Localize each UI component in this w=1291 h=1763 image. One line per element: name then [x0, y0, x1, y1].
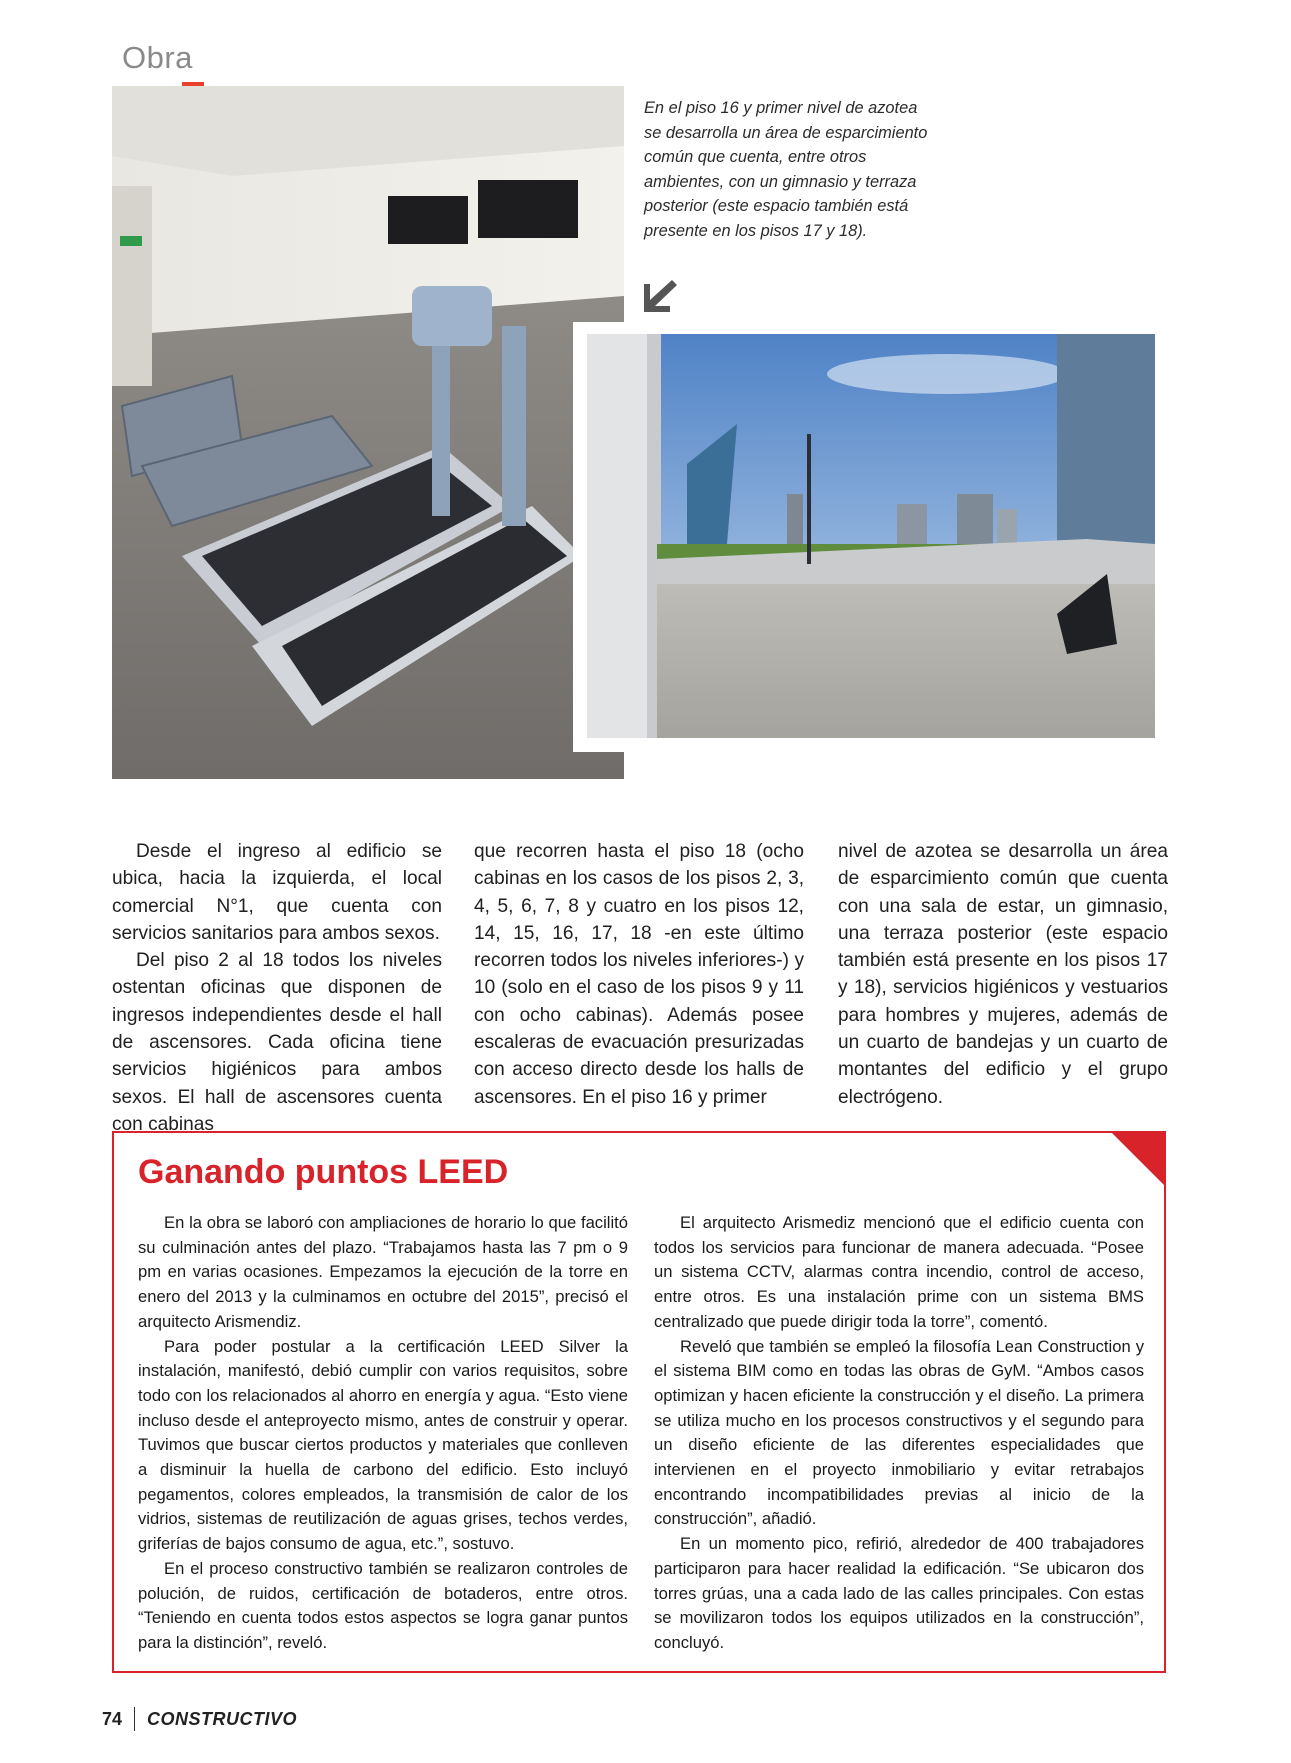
box-paragraph: En la obra se laboró con ampliaciones de horario lo que facilitó su culminación antes del plazo. “Trabajamos hasta las 7 pm o 9 pm en varias ocasiones. Empezamos la ejecución de la torre en enero del 2013 y la culminamos en octubre del 2015”, precisó el arquitecto Arismendiz.	[138, 1213, 628, 1331]
box-paragraph: Para poder postular a la certificación LEED Silver la instalación, manifestó, debió cumplir con varios requisitos, sobre todo con los relacionados al ahorro en energía y agua. “Esto viene incluso desde el anteproyecto mismo, antes de construir y operar. Tuvimos que buscar ciertos productos y materiales que conlleven a disminuir la huella de carbono del edificio. Esto incluyó pegamentos, colores empleados, la transmisión de calor de los vidrios, sistemas de reutilización de aguas grises, techos verdes, griferías de bajos consumo de agua, etc.”, sostuvo.	[138, 1336, 628, 1554]
magazine-logo: CONSTRUCTIVO	[147, 1708, 298, 1729]
box-title: Ganando puntos LEED	[138, 1153, 509, 1191]
gym-photo	[112, 86, 624, 779]
body-paragraph: Del piso 2 al 18 todos los niveles ostentan oficinas que disponen de ingresos independientes desde el hall de ascensores. Cada oficina tiene servicios higiénicos para ambos sexos. El hall de ascensores cuenta con cabinas	[112, 950, 442, 1135]
body-paragraph: Desde el ingreso al edificio se ubica, hacia la izquierda, el local comercial N°1, que cuenta con servicios sanitarios para ambos sexos.	[112, 841, 442, 944]
box-paragraph: En el proceso constructivo también se realizaron controles de polución, de ruidos, certificación de botaderos, entre otros. “Teniendo en cuenta todos estos aspectos se logra ganar puntos para la distinción”, reveló.	[138, 1558, 628, 1652]
arrow-down-left-icon	[642, 278, 682, 314]
sidebar-box	[112, 1131, 1166, 1673]
box-paragraph: Reveló que también se empleó la filosofía Lean Construction y el sistema BIM como en todas las obras de GyM. “Ambos casos optimizan y hacen eficiente la construcción y el diseño. La primera se utiliza mucho en los procesos constructivos y el segundo para un diseño eficiente de las diferentes especialidades que intervienen en el proyecto inmobiliario y evitar retrabajos encontrando incompatibilidades previas al inicio de la construcción”, añadió.	[654, 1336, 1144, 1529]
box-paragraph: El arquitecto Arismediz mencionó que el edificio cuenta con todos los servicios para funcionar de manera adecuada. “Posee un sistema CCTV, alarmas contra incendio, control de acceso, entre otros. Es una instalación prime con un sistema BMS centralizado que puede dirigir toda la torre”, comentó.	[654, 1213, 1144, 1331]
page-footer	[102, 1706, 297, 1732]
footer-divider	[134, 1707, 135, 1731]
box-column-left	[138, 1211, 628, 1656]
body-column-3	[838, 838, 1168, 1111]
body-column-1	[112, 838, 442, 1138]
photo-caption: En el piso 16 y primer nivel de azotea se desarrolla un área de esparcimiento común que cuenta, entre otros ambientes, con un gimnasio y terraza posterior (este espacio también está presente en los pisos 17 y 18).	[644, 99, 928, 240]
box-column-right	[654, 1211, 1144, 1656]
page-number: 74	[102, 1708, 123, 1729]
body-paragraph: nivel de azotea se desarrolla un área de esparcimiento común que cuenta con una sala de estar, un gimnasio, una terraza posterior (este espacio también está presente en los pisos 17 y 18), servicios higiénicos y vestuarios para hombres y mujeres, además de un cuarto de bandejas y un cuarto de montantes del edificio y el grupo electrógeno.	[838, 841, 1168, 1108]
section-label: Obra	[122, 40, 193, 75]
body-paragraph: que recorren hasta el piso 18 (ocho cabinas en los casos de los pisos 2, 3, 4, 5, 6, 7, 8 y cuatro en los pisos 12, 14, 15, 16, 17, 18 -en este último recorren todos los niveles inferiores-) y 10 (solo en el caso de los pisos 9 y 11 con ocho cabinas). Además posee escaleras de evacuación presurizadas con acceso directo desde los halls de ascensores. En el piso 16 y primer	[474, 841, 804, 1108]
corner-flag-icon	[1110, 1131, 1166, 1187]
body-column-2	[474, 838, 804, 1111]
box-paragraph: En un momento pico, refirió, alrededor de 400 trabajadores participaron para hacer realidad la edificación. “Se ubicaron dos torres grúas, una a cada lado de las calles principales. Con estas se movilizaron todos los equipos utilizados en la construcción”, concluyó.	[654, 1534, 1144, 1652]
terrace-photo	[587, 334, 1155, 738]
